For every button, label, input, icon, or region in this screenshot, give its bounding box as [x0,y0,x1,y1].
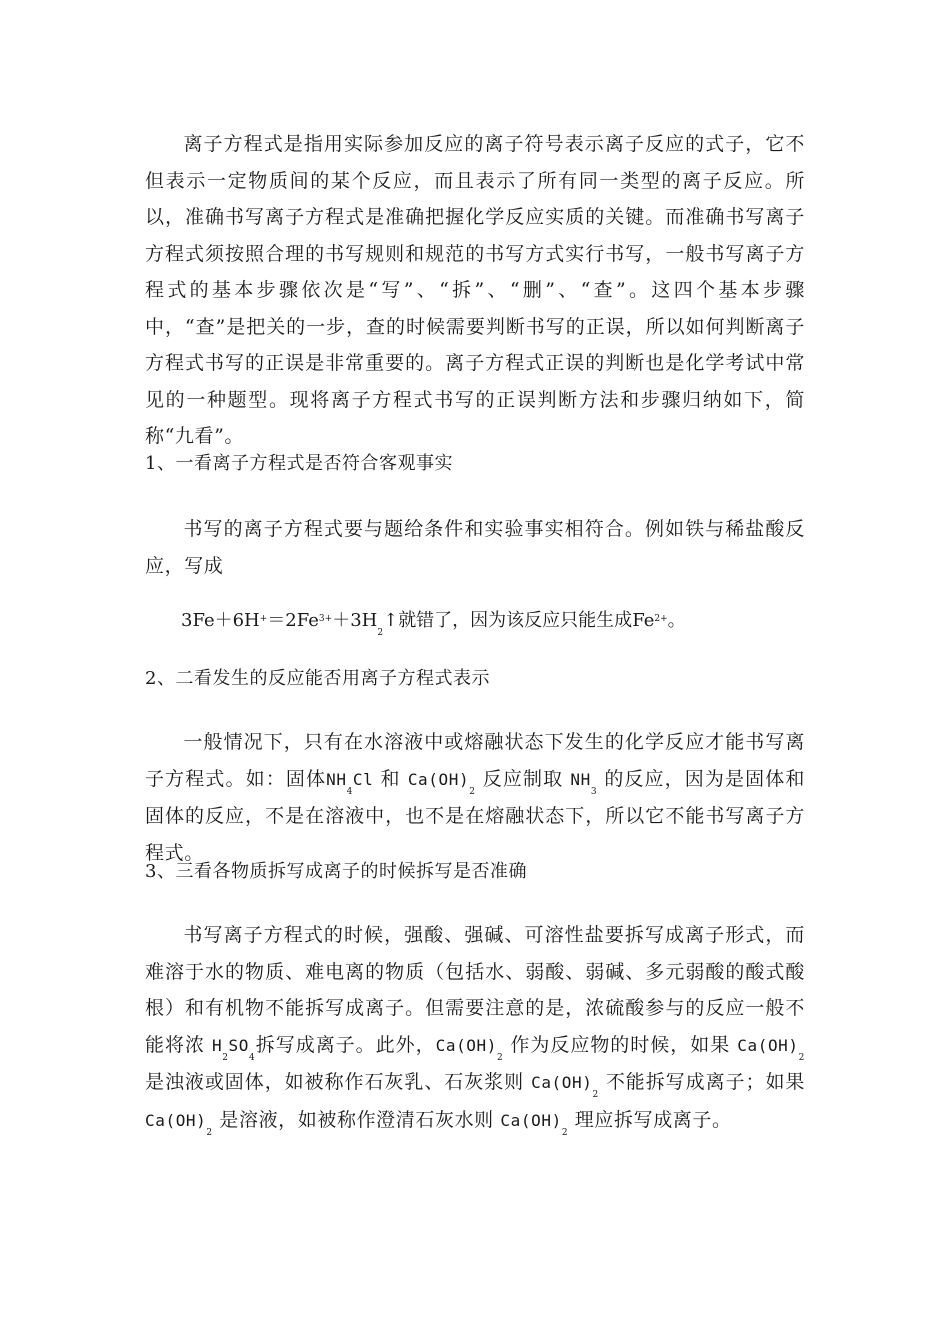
section-1-heading: 1、一看离子方程式是否符合客观事实 [145,453,453,474]
section-3-text-4: 是浊液或固体，如被称作石灰乳、石灰浆则 [145,1071,532,1093]
eq-explanation: 就错了，因为该反应只能生成 [398,610,633,631]
eq-charge-fe2: 2+ [654,614,668,624]
formula-cl: Cl [352,769,374,789]
section-2-heading: 2、二看发生的反应能否用离子方程式表示 [145,668,490,689]
sub-4: 4 [249,1052,256,1063]
formula-h: H [211,1035,223,1055]
eq-charge-h: + [259,614,268,624]
formula-nh3: NH [570,769,591,789]
sub-2: 2 [561,1127,569,1138]
section-2-text-3: 的反应，因为是固体和固体的反应，不是在溶液中，也不是在熔融状态下，所以它不能书写离子方程式。 [145,767,806,864]
sub-4: 4 [346,786,353,797]
sub-2: 2 [798,1052,805,1063]
eq-product-h: ＋3H [332,610,378,631]
formula-caoh2: Ca(OH) [435,1035,498,1055]
sub-2: 2 [206,1127,213,1138]
section-3-heading: 3、三看各物质拆写成离子的时候拆写是否准确 [145,861,527,882]
formula-caoh2: Ca(OH) [145,1110,207,1130]
conj-and: 和 [373,767,408,790]
sub-2: 2 [222,1052,229,1063]
eq-charge-fe3: 3+ [318,614,333,624]
section-3-text-3: 作为反应物的时候，如果 [503,1033,738,1056]
section-3-text-5: 不能拆写成离子；如果 [598,1071,805,1093]
formula-caoh2: Ca(OH) [531,1073,593,1092]
section-1-body-text: 书写的离子方程式要与题给条件和实验事实相符合。例如铁与稀盐酸反应，写成 [145,518,805,577]
eq-sub-2: 2 [377,628,384,638]
sub-2: 2 [469,786,476,797]
section-3-text-7: 理应拆写成离子。 [568,1108,732,1131]
section-1-equation [181,606,686,636]
section-3-text-1: 书写离子方程式的时候，强酸、强碱、可溶性盐要拆写成离子形式，而难溶于水的物质、难电离的物质（包括水、弱酸、弱碱、多元弱酸的酸式酸根）和有机物不能拆写成离子。但需要注意的是，浓硫酸参与的反应一般不能将浓 [145,924,805,1056]
sub-3: 3 [590,786,598,797]
formula-caoh2: Ca(OH) [500,1110,562,1130]
formula-caoh2: Ca(OH) [407,769,470,789]
sub-2: 2 [497,1052,504,1063]
eq-fe: Fe [632,610,655,631]
intro-text: 离子方程式是指用实际参加反应的离子符号表示离子反应的式子，它不但表示一定物质间的某个反应，而且表示了所有同一类型的离子反应。所以，准确书写离子方程式是准确把握化学反应实质的关键。而准确书写离子方程式须按照合理的书写规则和规范的书写方式实行书写，一般书写离子方程式的基本步骤依次是“写”、“拆”、“删”、“查”。这四个基本步骤中，“查”是把关的一步，查的时候需要判断书写的正误，所以如何判断离子方程式书写的正误是非常重要的。离子方程式正误的判断也是化学考试中常见的一种题型。现将离子方程式书写的正误判断方法和步骤归纳如下，简称“九看”。 [145,133,805,447]
section-2-text-2: 反应制取 [475,767,571,790]
formula-caoh2: Ca(OH) [737,1035,799,1055]
intro-paragraph [145,126,805,455]
formula-nh4: NH [326,769,347,789]
formula-so: SO [228,1035,250,1055]
section-2-text-1: 一般情况下，只有在水溶液中或熔融状态下发生的化学反应才能书写离子方程式。如：固体 [145,731,805,790]
section-3-text-2: 拆写成离子。此外， [255,1033,436,1056]
section-1-body [145,511,805,584]
gas-arrow-icon: ↑ [383,610,399,631]
eq-product-fe: ＝2Fe [267,610,319,631]
section-3-body [145,917,805,1139]
eq-end: 。 [667,610,686,631]
section-3-text-6: 是溶液，如被称作澄清石灰水则 [212,1108,501,1131]
eq-reactants: 3Fe＋6H [181,610,260,631]
sub-2: 2 [592,1090,599,1100]
section-2-body [145,724,805,871]
